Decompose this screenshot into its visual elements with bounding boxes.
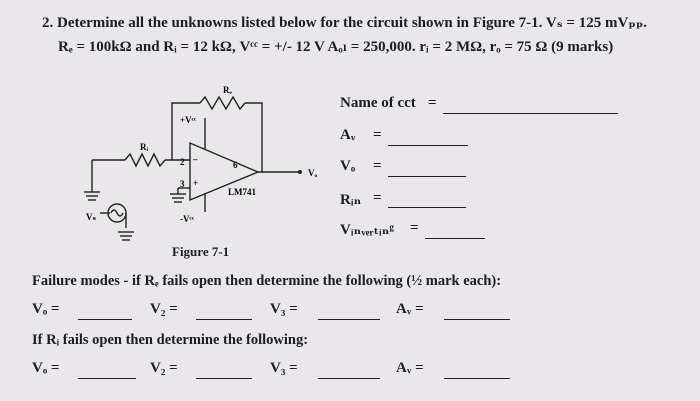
answer-line-name[interactable]	[443, 113, 618, 114]
failure1-v2: V₂ =	[150, 301, 178, 317]
vs-label: Vₛ	[86, 212, 97, 222]
answer-label-name: Name of cct	[340, 95, 416, 111]
pin-2: 2	[180, 157, 185, 167]
failure2-heading: If Rᵢ fails open then determine the following:	[32, 332, 309, 348]
pin-6: 6	[233, 160, 238, 170]
output-node	[298, 170, 302, 174]
pin-3: 3	[180, 179, 185, 189]
answer-line-vo[interactable]	[388, 176, 466, 177]
vplus-label: +Vᶜᶜ	[180, 115, 197, 125]
answer-eq-rin: =	[373, 190, 382, 206]
rf-resistor	[200, 97, 245, 109]
answer-eq-vinv: =	[410, 220, 419, 236]
failure1-v3: V₃ =	[270, 301, 298, 317]
failure1-av: Aᵥ =	[396, 301, 424, 317]
failure2-av-line[interactable]	[444, 378, 510, 379]
vo-label: Vₒ	[308, 168, 318, 178]
failure1-vo: Vₒ =	[32, 301, 60, 317]
answer-eq-name: =	[428, 95, 437, 111]
failure2-v2-line[interactable]	[196, 378, 252, 379]
failure2-v3-line[interactable]	[318, 378, 380, 379]
answer-label-vo: Vₒ	[340, 158, 356, 174]
ri-label: Rᵢ	[140, 142, 149, 152]
answer-line-av[interactable]	[388, 145, 468, 146]
answer-line-rin[interactable]	[388, 207, 466, 208]
failure2-v3: V₃ =	[270, 360, 298, 376]
failure1-v2-line[interactable]	[196, 319, 252, 320]
ri-resistor	[125, 154, 165, 166]
vminus-label: -Vᶜᶜ	[180, 214, 195, 224]
failure1-vo-line[interactable]	[78, 319, 132, 320]
failure1-v3-line[interactable]	[318, 319, 380, 320]
failure1-heading: Failure modes - if Rₑ fails open then determine the following (½ mark each):	[32, 273, 502, 289]
figure-caption: Figure 7-1	[172, 244, 230, 259]
answer-label-av: Aᵥ	[340, 127, 356, 143]
failure2-v2: V₂ =	[150, 360, 178, 376]
failure2-av: Aᵥ =	[396, 360, 424, 376]
noninverting-sign: +	[193, 178, 199, 188]
chip-label: LM741	[228, 187, 256, 197]
failure2-vo: Vₒ =	[32, 360, 60, 376]
failure1-av-line[interactable]	[444, 319, 510, 320]
question-line-1: 2. Determine all the unknowns listed below for the circuit shown in Figure 7-1. Vₛ = 125 mVₚₚ.	[42, 15, 647, 31]
answer-label-rin: Rᵢₙ	[340, 192, 362, 208]
question-line-2: Rₑ = 100kΩ and Rᵢ = 12 kΩ, Vᶜᶜ = +/- 12 V Aₒₗ = 250,000. rᵢ = 2 MΩ, rₒ = 75 Ω (9 marks)	[58, 39, 614, 55]
answer-label-vinv: Vᵢₙᵥₑᵣₜᵢₙᵍ	[340, 222, 394, 238]
answer-eq-vo: =	[373, 158, 382, 174]
answer-eq-av: =	[373, 127, 382, 143]
answer-line-vinv[interactable]	[425, 238, 485, 239]
inverting-sign: –	[193, 154, 198, 164]
failure2-vo-line[interactable]	[78, 378, 136, 379]
rf-label: Rₑ	[223, 85, 232, 95]
